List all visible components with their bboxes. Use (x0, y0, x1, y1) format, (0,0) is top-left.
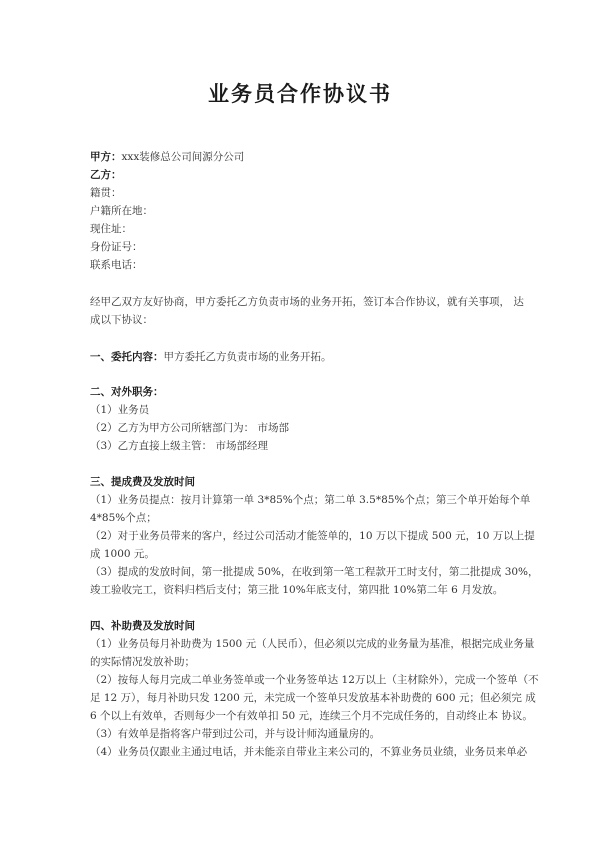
section-1-text: 甲方委托乙方负责市场的业务开拓。 (163, 351, 332, 363)
field-native-place: 籍贯： (90, 187, 122, 199)
section-3-line: 4*85%个点； (90, 512, 157, 524)
section-4-line: （3）有效单是指将客户带到过公司，并与设计师沟通量房的。 (90, 728, 381, 740)
field-phone: 联系电话： (90, 259, 143, 271)
section-4-line: 6 个以上有效单，否则每少一个有效单扣 50 元，连续三个月不完成任务的，自动终止本 协议。 (90, 710, 533, 722)
party-a-label: 甲方： (90, 151, 122, 163)
section-3-line: （2）对于业务员带来的客户，经过公司活动才能签单的，10 万以下提成 500 元，10 万以上提 (90, 530, 535, 542)
section-2-item: （2）乙方为甲方公司所辖部门为： 市场部 (90, 422, 290, 434)
section-4-line: 足 12 万），每月补助只发 1200 元，未完成一个签单只发放基本补助费的 600 元；但必须完 成 (90, 692, 536, 704)
document-title: 业务员合作协议书 (208, 81, 392, 106)
section-1-heading: 一、委托内容： (90, 351, 164, 363)
section-4-line: 的实际情况发放补助； (90, 656, 195, 668)
section-2-heading: 二、对外职务： (90, 386, 164, 398)
field-household-registration: 户籍所在地： (90, 205, 153, 217)
section-3-line: （1）业务员提点：按月计算第一单 3*85%个点；第二单 3.5*85%个点；第三个单开始每个单 (90, 494, 531, 506)
section-4-line: （1）业务员每月补助费为 1500 元（人民币），但必须以完成的业务量为基准，根据完成业务量 (90, 638, 535, 650)
party-b-label: 乙方： (90, 169, 122, 181)
party-a-line (90, 150, 530, 164)
section-4-line: （4）业务员仅跟业主通过电话，并未能亲自带业主来公司的，不算业务员业绩，业务员来单必 (90, 746, 528, 758)
section-4-heading: 四、补助费及发放时间 (90, 620, 195, 632)
section-4-line: （2）按每人每月完成二单业务签单或一个业务签单达 12万以上（主材除外），完成一个签单（不 (90, 674, 539, 686)
intro-line: 经甲乙双方友好协商，甲方委托乙方负责市场的业务开拓，签订本合作协议，就有关事项， 达 (90, 296, 524, 308)
section-3-heading: 三、提成费及发放时间 (90, 476, 195, 488)
section-2-item: （3）乙方直接上级主管： 市场部经理 (90, 440, 269, 452)
field-id-number: 身份证号： (90, 241, 143, 253)
party-a-value: xxx装修总公司间源分公司 (121, 151, 245, 163)
section-2-item: （1）业务员 (90, 404, 150, 416)
section-3-line: 成 1000 元。 (90, 548, 155, 560)
section-1-line (90, 350, 530, 364)
intro-line: 成以下协议： (90, 314, 153, 326)
field-current-address: 现住址： (90, 223, 132, 235)
section-3-line: （3）提成的发放时间，第一批提成 50%，在收到第一笔工程款开工时支付，第二批提成 30%， (90, 566, 539, 578)
section-3-line: 竣工验收完工，资料归档后支付；第三批 10%年底支付，第四批 10%第二年 6 月发放。 (90, 584, 504, 596)
